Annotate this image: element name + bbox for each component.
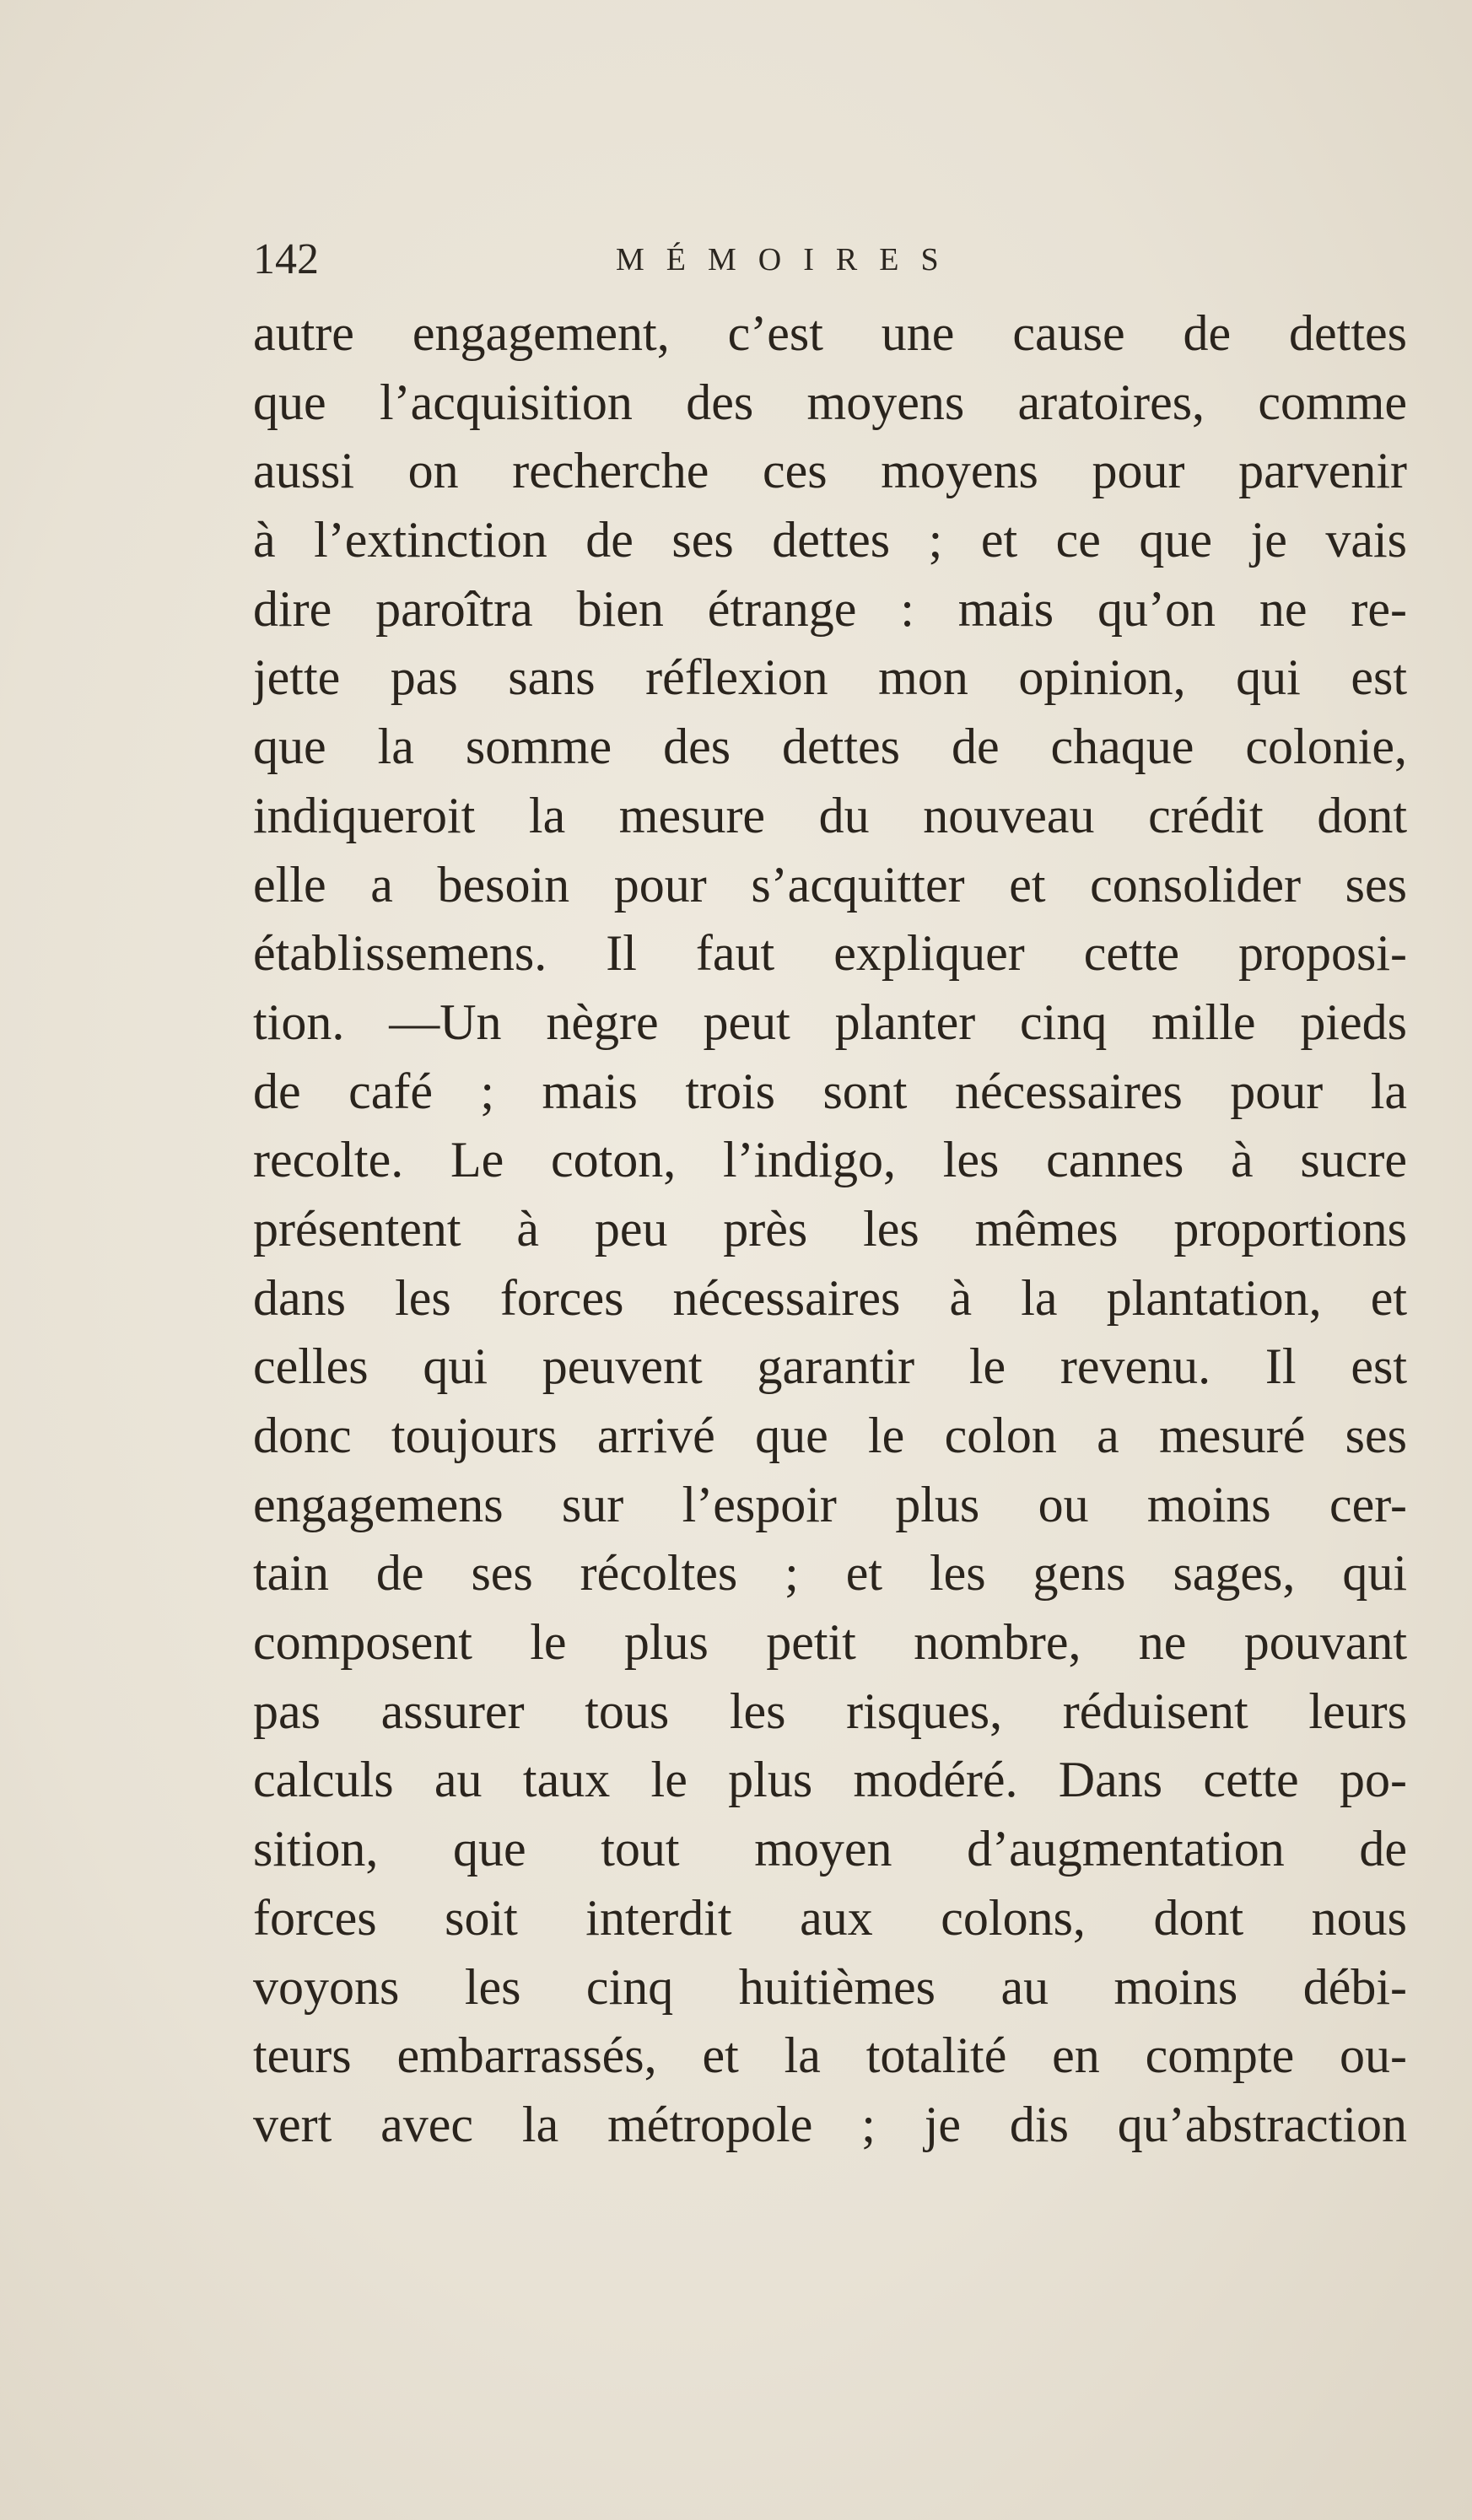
page-number: 142 xyxy=(253,235,319,283)
text-line: jette pas sans réflexion mon opinion, qui est xyxy=(253,649,1407,706)
text-line: donc toujours arrivé que le colon a mesuré ses xyxy=(253,1408,1407,1463)
text-line: autre engagement, c’est une cause de dettes xyxy=(253,305,1407,361)
text-line: de café ; mais trois sont nécessaires pour la xyxy=(253,1063,1407,1119)
text-line: établissemens. Il faut expliquer cette proposi- xyxy=(253,925,1407,982)
text-line: indiqueroit la mesure du nouveau crédit dont xyxy=(253,787,1407,843)
text-line: dans les forces nécessaires à la plantation, et xyxy=(253,1269,1407,1326)
text-line: voyons les cinq huitièmes au moins débi- xyxy=(253,1958,1407,2015)
text-line: que l’acquisition des moyens aratoires, comme xyxy=(253,374,1407,430)
text-line: composent le plus petit nombre, ne pouvant xyxy=(253,1614,1407,1671)
text-line: présentent à peu près les mêmes proportions xyxy=(253,1200,1407,1257)
text-line: forces soit interdit aux colons, dont nous xyxy=(253,1889,1407,1946)
text-line: celles qui peuvent garantir le revenu. Il est xyxy=(253,1338,1407,1395)
text-line: vert avec la métropole ; je dis qu’abstraction xyxy=(253,2096,1407,2152)
text-line: que la somme des dettes de chaque colonie, xyxy=(253,719,1407,775)
text-line: aussi on recherche ces moyens pour parvenir xyxy=(253,443,1407,499)
text-line: elle a besoin pour s’acquitter et consolider ses xyxy=(253,856,1407,913)
text-line: à l’extinction de ses dettes ; et ce que je vais xyxy=(253,512,1407,568)
text-line: recolte. Le coton, l’indigo, les cannes à sucre xyxy=(253,1132,1407,1188)
text-line: calculs au taux le plus modéré. Dans cette po- xyxy=(253,1752,1407,1808)
text-line: pas assurer tous les risques, réduisent leurs xyxy=(253,1683,1407,1739)
text-line: teurs embarrassés, et la totalité en compte ou- xyxy=(253,2027,1407,2084)
text-line: engagemens sur l’espoir plus ou moins cer- xyxy=(253,1476,1407,1532)
running-head: MÉMOIRES xyxy=(616,242,961,277)
page-header xyxy=(253,226,1417,293)
text-line: tion. —Un nègre peut planter cinq mille pieds xyxy=(253,993,1407,1050)
text-line: sition, que tout moyen d’augmentation de xyxy=(253,1821,1407,1877)
text-line: tain de ses récoltes ; et les gens sages, qui xyxy=(253,1545,1407,1602)
text-line: dire paroîtra bien étrange : mais qu’on ne re- xyxy=(253,580,1407,637)
body-text xyxy=(253,299,1407,2160)
